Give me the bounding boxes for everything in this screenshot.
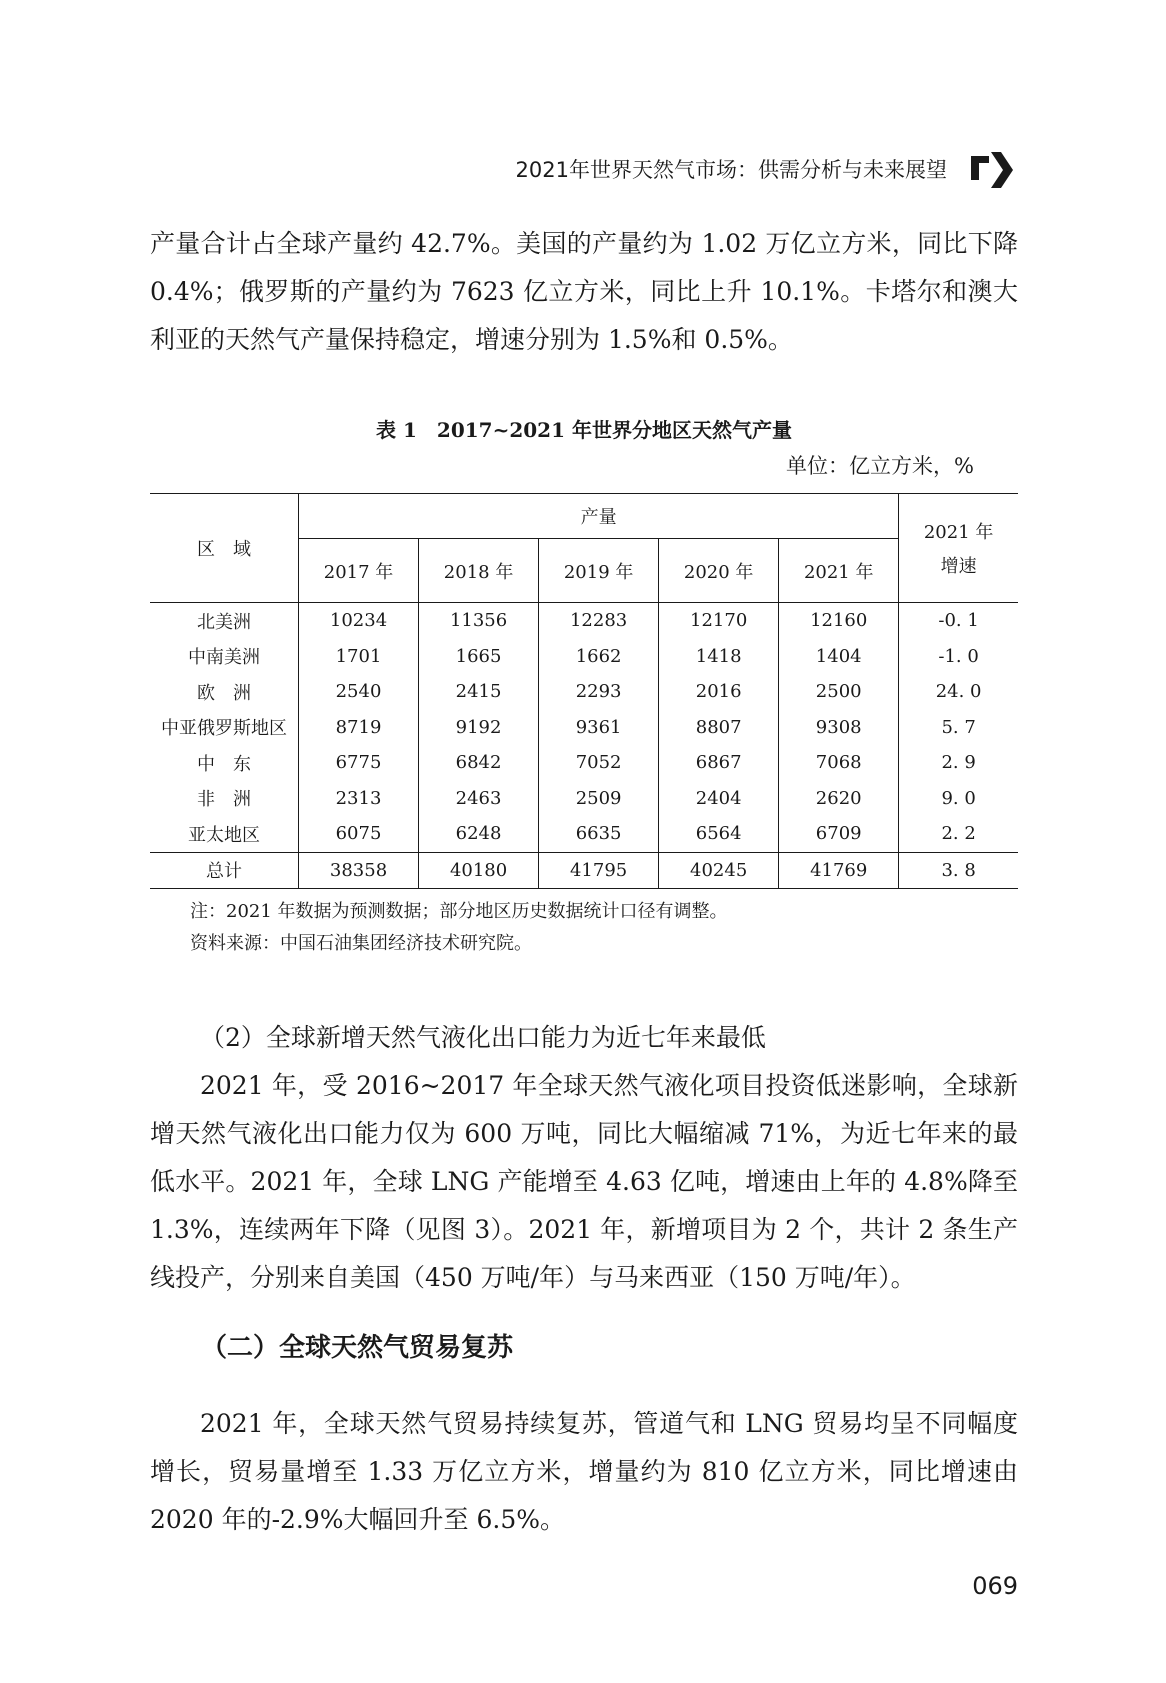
table-row	[150, 745, 1018, 781]
value-cell: 12160	[810, 610, 868, 632]
total-value-cell: 40180	[419, 852, 539, 888]
value-cell: 2293	[539, 674, 659, 710]
value-cell: 2404	[659, 781, 779, 817]
table-row	[150, 781, 1018, 817]
value-cell: 1662	[539, 639, 659, 675]
value-cell: 12170	[659, 603, 779, 639]
table-source: 资料来源：中国石油集团经济技术研究院。	[190, 933, 532, 954]
growth-header-line1: 2021 年	[923, 522, 994, 543]
region-cell: 非 洲	[150, 781, 299, 817]
table-row	[150, 674, 1018, 710]
value-cell: 1701	[299, 639, 419, 675]
year-header: 2017 年	[299, 539, 419, 603]
growth-cell: 5. 7	[899, 710, 1018, 746]
page-number: 069	[972, 1572, 1018, 1600]
value-cell: 6867	[659, 745, 779, 781]
value-cell: 2540	[299, 674, 419, 710]
total-growth-cell: 3. 8	[899, 852, 1018, 888]
growth-header	[899, 494, 1018, 603]
value-cell: 6248	[419, 816, 539, 852]
growth-cell: 2. 9	[899, 745, 1018, 781]
growth-cell: 24. 0	[899, 674, 1018, 710]
total-label: 总计	[150, 852, 299, 888]
value-cell: 9192	[419, 710, 539, 746]
table-row	[150, 603, 1018, 639]
value-cell: 9308	[815, 716, 862, 738]
sub-heading: （2）全球新增天然气液化出口能力为近七年来最低	[200, 1023, 766, 1052]
value-cell: 7068	[815, 752, 862, 774]
total-row	[150, 852, 1018, 888]
value-cell: 8719	[299, 710, 419, 746]
chapter-arrow-icon	[967, 150, 1015, 190]
year-header: 2019 年	[539, 539, 659, 603]
total-value-cell: 40245	[659, 852, 779, 888]
table-notes	[190, 896, 728, 960]
total-value-cell: 41769	[810, 859, 868, 881]
value-cell: 12283	[539, 603, 659, 639]
value-cell: 6635	[539, 816, 659, 852]
value-cell: 2415	[419, 674, 539, 710]
region-cell: 欧 洲	[150, 674, 299, 710]
year-header: 2018 年	[419, 539, 539, 603]
table-row	[150, 710, 1018, 746]
growth-cell: 9. 0	[899, 781, 1018, 817]
value-cell: 2463	[419, 781, 539, 817]
value-cell: 11356	[419, 603, 539, 639]
value-cell: 8807	[659, 710, 779, 746]
table-title: 表 1 2017~2021 年世界分地区天然气产量	[376, 418, 792, 442]
table-note: 注：2021 年数据为预测数据；部分地区历史数据统计口径有调整。	[190, 901, 728, 922]
total-value-cell: 38358	[299, 852, 419, 888]
growth-cell: -0. 1	[899, 603, 1018, 639]
region-cell: 中亚俄罗斯地区	[150, 710, 299, 746]
value-cell: 7052	[539, 745, 659, 781]
value-cell: 2620	[815, 787, 862, 809]
value-cell: 1665	[419, 639, 539, 675]
value-cell: 2313	[299, 781, 419, 817]
production-table	[150, 493, 1018, 889]
region-cell: 中 东	[150, 745, 299, 781]
value-cell: 2500	[815, 681, 862, 703]
paragraph-3: 2021 年，全球天然气贸易持续复苏，管道气和 LNG 贸易均呈不同幅度增长，贸易量增至 1.33 万亿立方米，增量约为 810 亿立方米，同比增速由 2020 年的-2.9%大幅回升至 6.5%。	[150, 1409, 1018, 1534]
table-row	[150, 816, 1018, 852]
value-cell: 6075	[299, 816, 419, 852]
value-cell: 6842	[419, 745, 539, 781]
value-cell: 1418	[659, 639, 779, 675]
value-cell: 9361	[539, 710, 659, 746]
growth-header-line2: 增速	[940, 556, 977, 577]
value-cell: 2509	[539, 781, 659, 817]
value-cell: 6564	[659, 816, 779, 852]
growth-cell: -1. 0	[899, 639, 1018, 675]
region-cell: 亚太地区	[150, 816, 299, 852]
year-header: 2021 年	[803, 561, 874, 583]
running-header	[140, 150, 1015, 186]
value-cell: 6775	[299, 745, 419, 781]
growth-cell: 2. 2	[899, 816, 1018, 852]
region-cell: 中南美洲	[150, 639, 299, 675]
section-heading: （二）全球天然气贸易复苏	[201, 1333, 514, 1363]
table-unit: 单位：亿立方米，%	[786, 454, 974, 478]
paragraph-1: 产量合计占全球产量约 42.7%。美国的产量约为 1.02 万亿立方米，同比下降 0.4%；俄罗斯的产量约为 7623 亿立方米，同比上升 10.1%。卡塔尔和澳大利亚的天然气产量保持稳定，增速分别为 1.5%和 0.5%。	[150, 229, 1018, 354]
production-header: 产量	[299, 494, 899, 539]
region-header: 区 域	[150, 494, 299, 603]
total-value-cell: 41795	[539, 852, 659, 888]
value-cell: 1404	[815, 645, 862, 667]
year-header: 2020 年	[659, 539, 779, 603]
value-cell: 2016	[659, 674, 779, 710]
region-cell: 北美洲	[150, 603, 299, 639]
value-cell: 10234	[299, 603, 419, 639]
table-row	[150, 639, 1018, 675]
paragraph-2: 2021 年，受 2016~2017 年全球天然气液化项目投资低迷影响，全球新增天然气液化出口能力仅为 600 万吨，同比大幅缩减 71%，为近七年来的最低水平。2021 年，全球 LNG 产能增至 4.63 亿吨，增速由上年的 4.8%降至 1.3%，连续两年下降（见图 3）。2021 年，新增项目为 2 个，共计 2 条生产线投产，分别来自美国（450 万吨/年）与马来西亚（150 万吨/年）。	[150, 1071, 1018, 1292]
running-title: 2021年世界天然气市场：供需分析与未来展望	[515, 158, 947, 182]
value-cell: 6709	[815, 823, 862, 845]
